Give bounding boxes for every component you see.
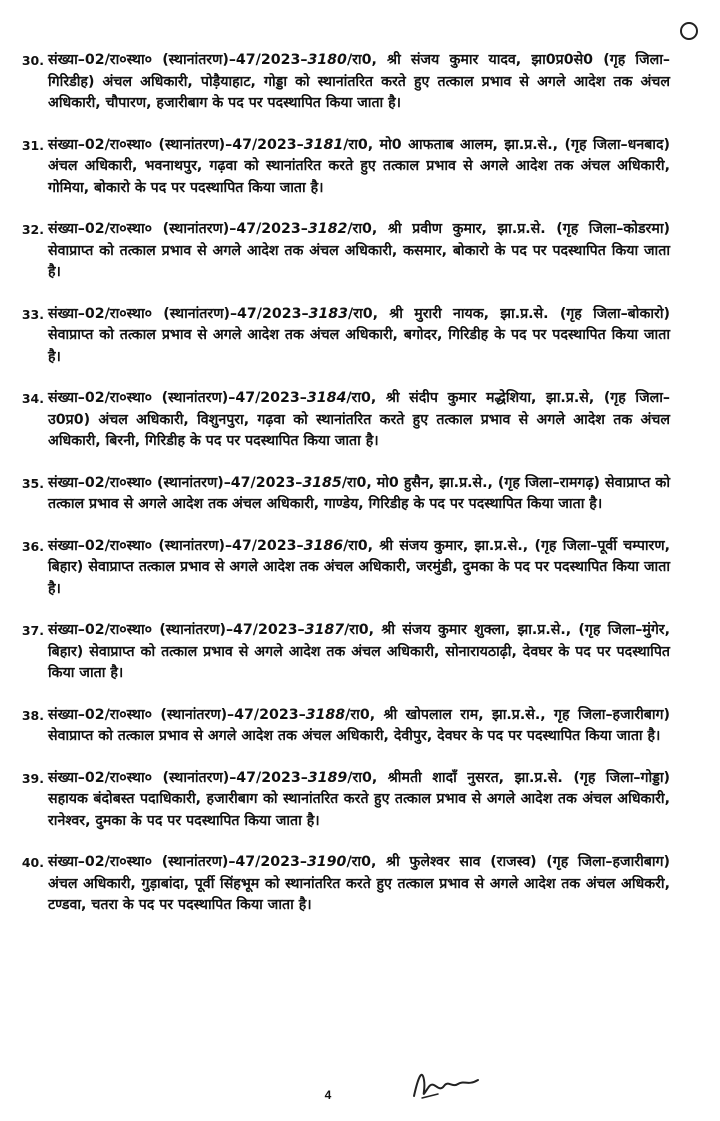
order-prefix: संख्या–02/रा०स्था० (स्थानांतरण)–47/2023– [48,854,307,870]
entry-number: 33. [21,306,44,322]
entry-number: 36. [21,538,44,554]
order-number: 3182 [307,221,348,237]
list-item [10,219,670,284]
list-item [10,135,670,200]
entry-description: /रा0, मो0 हुसैन, झा.प्र.से., (गृह जिला–रामगढ़) सेवाप्राप्त को तत्काल प्रभाव से अगले आदेश तक अंचल अधिकारी, गाण्डेय, गिरिडीह के पद पर पदस्थापित किया जाता है। [48,474,671,512]
page-number: 4 [324,1088,332,1102]
entry-number: 30. [21,53,44,68]
order-number: 3180 [307,52,347,68]
signature [408,1058,488,1108]
entry-description: /रा0, श्री मुरारी नायक, झा.प्र.से. (गृह जिला–बोकारो) सेवाप्राप्त को तत्काल प्रभाव से अगले आदेश तक अंचल अधिकारी, बगोदर, गिरिडीह के पद पर पदस्थापित किया जाता है। [48,305,670,365]
entry-description: /रा0, श्री फुलेश्वर साव (राजस्व) (गृह जिला–हजारीबाग) अंचल अधिकारी, गुड़ाबांदा, पूर्वी सिंहभूम को स्थानांतरित करते हुए तत्काल प्रभाव से अगले आदेश तक अंचल अधिकरी, टण्डवा, चतरा के पद पर पदस्थापित किया जाता है। [48,854,670,913]
list-item [10,388,670,453]
entry-description: /रा0, श्री संजय कुमार शुक्ला, झा.प्र.से., (गृह जिला–मुंगेर, बिहार) सेवाप्राप्त को तत्काल प्रभाव से अगले आदेश तक अंचल अधिकारी, सोनारायठाढ़ी, देवघर के पद पर पदस्थापित किया जाता है। [48,622,670,681]
order-number: 3184 [306,390,347,406]
entry-number: 38. [21,707,44,723]
order-prefix: संख्या–02/रा०स्था० (स्थानांतरण)–47/2023– [48,474,303,491]
entry-text [48,304,670,369]
list-item [10,473,670,516]
entry-description: /रा0, श्री संदीप कुमार मद्धेशिया, झा.प्र.से, (गृह जिला–उ0प्र0) अंचल अधिकारी, विशुनपुरा, गढ़वा को स्थानांतरित करते हुए तत्काल प्रभाव से अगले आदेश तक अंचल अधिकारी, बिरनी, गिरिडीह के पद पर पदस्थापित किया जाता है। [48,390,670,449]
entry-text [48,473,670,516]
list-item [10,620,670,685]
entry-description: /रा0, श्री खोपलाल राम, झा.प्र.से., गृह जिला–हजारीबाग) सेवाप्राप्त को तत्काल प्रभाव से अगले आदेश तक अंचल अधिकारी, देवीपुर, देवघर के पद पर पदस्थापित किया जाता है। [48,706,671,744]
order-number: 3188 [305,706,346,723]
order-prefix: संख्या–02/रा०स्था० (स्थानांतरण)–47/2023– [48,221,308,237]
order-number: 3183 [308,305,349,322]
entry-number: 31. [21,137,44,153]
order-number: 3185 [302,474,342,491]
circle-mark [680,22,698,40]
list-item [10,705,670,748]
order-prefix: संख्या–02/रा०स्था० (स्थानांतरण)–47/2023– [48,622,305,638]
entry-number: 32. [21,222,44,237]
entry-number: 40. [21,855,44,870]
order-prefix: संख्या–02/रा०स्था० (स्थानांतरण)–47/2023– [48,52,308,68]
entry-description: /रा0, मो0 आफताब आलम, झा.प्र.से., (गृह जिला–धनबाद) अंचल अधिकारी, भवनाथपुर, गढ़वा को स्थानांतरित करते हुए तत्काल प्रभाव से अगले आदेश तक अंचल अधिकारी, गोमिया, बोकारो के पद पर पदस्थापित किया जाता है। [48,136,670,196]
list-item [10,768,670,833]
entry-text [48,705,670,748]
entry-text [48,388,670,453]
order-number: 3189 [307,769,348,786]
entry-number: 39. [21,770,44,786]
entry-text [48,50,670,115]
order-prefix: संख्या–02/रा०स्था० (स्थानांतरण)–47/2023– [48,769,308,786]
entry-number: 34. [21,391,44,406]
order-prefix: संख्या–02/रा०स्था० (स्थानांतरण)–47/2023– [48,390,307,406]
entry-text [48,620,670,685]
order-number: 3190 [306,854,347,870]
order-number: 3181 [303,136,344,153]
order-prefix: संख्या–02/रा०स्था० (स्थानांतरण)–47/2023– [48,305,309,322]
entry-description: /रा0, श्री संजय कुमार, झा.प्र.से., (गृह जिला–पूर्वी चम्पारण, बिहार) सेवाप्राप्त तत्काल प्रभाव से अगले आदेश तक अंचल अधिकारी, जरमुंडी, दुमका के पद पर पदस्थापित किया जाता है। [48,537,670,597]
entry-text [48,135,670,200]
entry-description: /रा0, श्री प्रवीण कुमार, झा.प्र.से. (गृह जिला–कोडरमा) सेवाप्राप्त को तत्काल प्रभाव से अगले आदेश तक अंचल अधिकारी, कसमार, बोकारो के पद पर पदस्थापित किया जाता है। [48,221,670,280]
entry-text [48,852,670,917]
entry-description: /रा0, श्री संजय कुमार यादव, झा0प्र0से0 (गृह जिला–गिरिडीह) अंचल अधिकारी, पोड़ैयाहाट, गोड्डा को स्थानांतरित करते हुए तत्काल प्रभाव से अगले आदेश तक अंचल अधिकारी, चौपारण, हजारीबाग के पद पर पदस्थापित किया जाता है। [48,52,670,111]
entry-number: 37. [21,623,44,638]
order-prefix: संख्या–02/रा०स्था० (स्थानांतरण)–47/2023– [48,706,306,723]
entry-list [10,50,670,937]
entry-number: 35. [21,475,44,491]
entry-text [48,219,670,284]
entry-text [48,536,670,601]
list-item [10,536,670,601]
list-item [10,852,670,917]
order-prefix: संख्या–02/रा०स्था० (स्थानांतरण)–47/2023– [48,136,304,153]
entry-description: /रा0, श्रीमती शादाँ नुसरत, झा.प्र.से. (गृह जिला–गोड्डा) सहायक बंदोबस्त पदाधिकारी, हजारीबाग को स्थानांतरित करते हुए तत्काल प्रभाव से अगले आदेश तक अंचल अधिकारी, रानेश्वर, दुमका के पद पर पदस्थापित किया जाता है। [48,769,670,829]
order-number: 3187 [304,622,345,638]
order-number: 3186 [303,537,344,554]
list-item [10,304,670,369]
entry-text [48,768,670,833]
order-prefix: संख्या–02/रा०स्था० (स्थानांतरण)–47/2023– [48,537,304,554]
list-item [10,50,670,115]
